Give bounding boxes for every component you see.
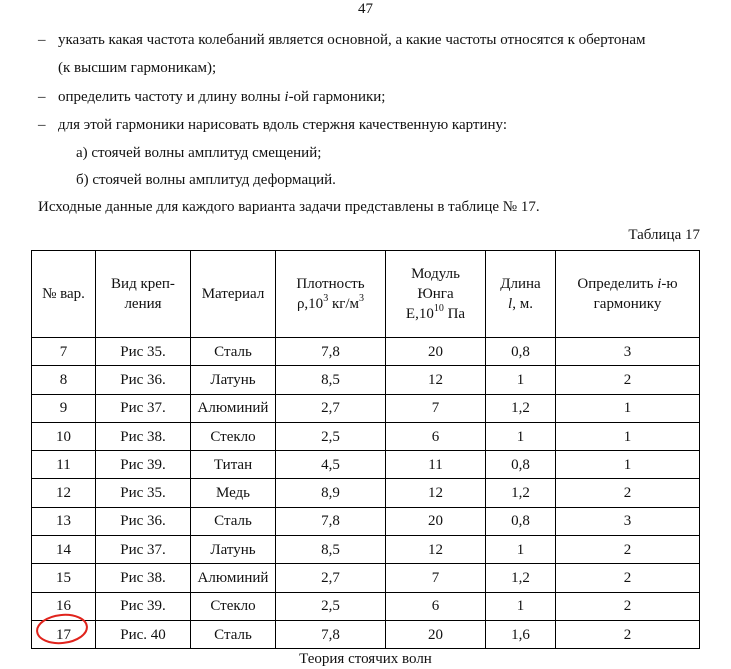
table-row <box>32 394 700 422</box>
header-density: Плотность $\rho,10^3$ $кг/м^3$ <box>276 251 386 338</box>
data-table <box>31 250 700 649</box>
table-header-row <box>32 251 700 338</box>
cell-length: 1,2 <box>486 564 556 592</box>
header-variant: № вар. <box>32 251 96 338</box>
table-row <box>32 422 700 450</box>
cell-material: Медь <box>191 479 276 507</box>
bullet-3 <box>38 116 508 134</box>
cell-density: 4,5 <box>276 451 386 479</box>
cell-length: 0,8 <box>486 507 556 535</box>
cell-material: Сталь <box>191 507 276 535</box>
cell-variant: 16 <box>32 592 96 620</box>
cell-length: 1 <box>486 536 556 564</box>
header-harmonic: Определить i-ю гармонику <box>556 251 700 338</box>
cell-harmonic: 1 <box>556 451 700 479</box>
subitem-a: а) стоячей волны амплитуд смещений; <box>76 145 322 161</box>
cell-material: Алюминий <box>191 394 276 422</box>
header-mount: Вид креп- ления <box>96 251 191 338</box>
cell-material: Стекло <box>191 422 276 450</box>
cell-variant: 17 <box>32 620 96 648</box>
cell-figure: Рис 37. <box>96 536 191 564</box>
cell-density: 7,8 <box>276 338 386 366</box>
cell-variant: 9 <box>32 394 96 422</box>
cell-variant: 14 <box>32 536 96 564</box>
bullet-dash: – <box>38 89 46 105</box>
cell-length: 1,6 <box>486 620 556 648</box>
cell-modulus: 6 <box>386 592 486 620</box>
cell-material: Латунь <box>191 366 276 394</box>
cell-material: Титан <box>191 451 276 479</box>
cell-harmonic: 3 <box>556 507 700 535</box>
table-row <box>32 366 700 394</box>
page-number: 47 <box>358 1 373 17</box>
bullet-text: определить частоту и длину волны i-ой гармоники; <box>58 89 386 105</box>
cell-figure: Рис 38. <box>96 564 191 592</box>
header-material: Материал <box>191 251 276 338</box>
cell-density: 7,8 <box>276 507 386 535</box>
bullet-dash: – <box>38 32 46 48</box>
cell-modulus: 20 <box>386 620 486 648</box>
cell-harmonic: 2 <box>556 366 700 394</box>
cell-modulus: 12 <box>386 366 486 394</box>
page-footer: Теория стоячих волн <box>299 651 432 667</box>
cell-density: 8,5 <box>276 536 386 564</box>
cell-figure: Рис 37. <box>96 394 191 422</box>
cell-material: Стекло <box>191 592 276 620</box>
cell-harmonic: 3 <box>556 338 700 366</box>
table-caption: Таблица 17 <box>628 227 700 243</box>
cell-variant: 12 <box>32 479 96 507</box>
cell-length: 1,2 <box>486 479 556 507</box>
cell-length: 1 <box>486 422 556 450</box>
cell-variant: 13 <box>32 507 96 535</box>
cell-density: 8,5 <box>276 366 386 394</box>
table-row <box>32 564 700 592</box>
cell-length: 0,8 <box>486 338 556 366</box>
table-row <box>32 507 700 535</box>
cell-density: 7,8 <box>276 620 386 648</box>
cell-harmonic: 1 <box>556 394 700 422</box>
cell-length: 1 <box>486 366 556 394</box>
cell-length: 1,2 <box>486 394 556 422</box>
cell-figure: Рис 39. <box>96 592 191 620</box>
intro-text: Исходные данные для каждого варианта задачи представлены в таблице № 17. <box>38 199 540 215</box>
cell-modulus: 12 <box>386 479 486 507</box>
cell-variant: 10 <box>32 422 96 450</box>
cell-material: Сталь <box>191 338 276 366</box>
cell-variant: 8 <box>32 366 96 394</box>
cell-length: 1 <box>486 592 556 620</box>
cell-figure: Рис. 40 <box>96 620 191 648</box>
bullet-1-continuation: (к высшим гармоникам); <box>58 60 217 76</box>
red-circle-annotation <box>35 612 90 645</box>
cell-modulus: 7 <box>386 564 486 592</box>
cell-harmonic: 2 <box>556 620 700 648</box>
cell-harmonic: 2 <box>556 536 700 564</box>
cell-figure: Рис 39. <box>96 451 191 479</box>
bullet-text: указать какая частота колебаний является основной, а какие частоты относятся к обертонам <box>58 32 646 48</box>
cell-modulus: 6 <box>386 422 486 450</box>
table-row <box>32 536 700 564</box>
cell-length: 0,8 <box>486 451 556 479</box>
table-row <box>32 592 700 620</box>
header-modulus: Модуль Юнга $E,10^{10}$ Па <box>386 251 486 338</box>
cell-variant: 15 <box>32 564 96 592</box>
header-length: Длина l, м. <box>486 251 556 338</box>
cell-material: Алюминий <box>191 564 276 592</box>
cell-modulus: 7 <box>386 394 486 422</box>
bullet-1 <box>38 31 646 49</box>
cell-density: 2,7 <box>276 394 386 422</box>
cell-density: 2,7 <box>276 564 386 592</box>
cell-figure: Рис 36. <box>96 366 191 394</box>
cell-modulus: 11 <box>386 451 486 479</box>
cell-material: Сталь <box>191 620 276 648</box>
cell-modulus: 12 <box>386 536 486 564</box>
cell-density: 2,5 <box>276 592 386 620</box>
bullet-dash: – <box>38 117 46 133</box>
cell-harmonic: 2 <box>556 479 700 507</box>
cell-variant: 7 <box>32 338 96 366</box>
cell-harmonic: 1 <box>556 422 700 450</box>
cell-harmonic: 2 <box>556 564 700 592</box>
subitem-b: б) стоячей волны амплитуд деформаций. <box>76 172 336 188</box>
cell-figure: Рис 36. <box>96 507 191 535</box>
cell-figure: Рис 35. <box>96 338 191 366</box>
table-row <box>32 479 700 507</box>
bullet-text: для этой гармоники нарисовать вдоль стержня качественную картину: <box>58 117 508 133</box>
cell-density: 8,9 <box>276 479 386 507</box>
bullet-2 <box>38 88 386 106</box>
cell-figure: Рис 35. <box>96 479 191 507</box>
table-row <box>32 338 700 366</box>
cell-modulus: 20 <box>386 338 486 366</box>
cell-material: Латунь <box>191 536 276 564</box>
table-row <box>32 451 700 479</box>
cell-modulus: 20 <box>386 507 486 535</box>
cell-density: 2,5 <box>276 422 386 450</box>
cell-figure: Рис 38. <box>96 422 191 450</box>
table-row <box>32 620 700 648</box>
cell-variant: 11 <box>32 451 96 479</box>
cell-harmonic: 2 <box>556 592 700 620</box>
